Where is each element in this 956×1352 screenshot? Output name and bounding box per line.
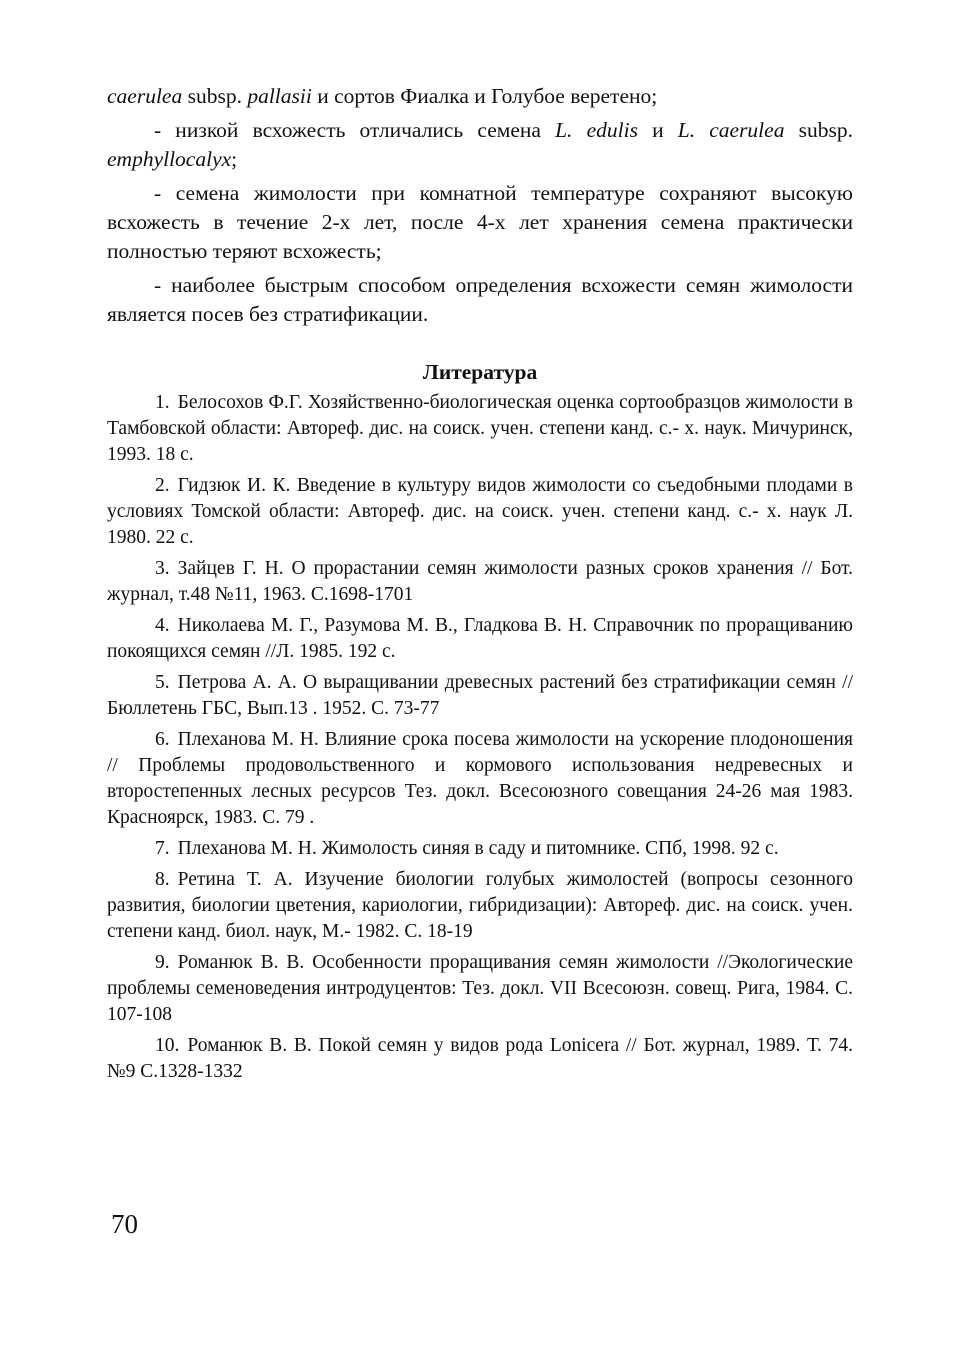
page-number: 70 (111, 1209, 138, 1239)
reference-number: 9. (155, 952, 170, 973)
reference-text: Николаева М. Г., Разумова М. В., Гладкова В. Н. Справочник по проращиванию покоящихся семян //Л. 1985. 192 с. (107, 615, 853, 662)
conclusions-section (107, 82, 853, 329)
reference-text: Романюк В. В. Покой семян у видов рода Lonicera // Бот. журнал, 1989. Т. 74. №9 С.1328-1332 (107, 1035, 853, 1082)
reference-text: Зайцев Г. Н. О прорастании семян жимолости разных сроков хранения // Бот. журнал, т.48 №11, 1963. С.1698-1701 (107, 558, 853, 605)
text-fragment: subsp. (182, 84, 248, 108)
reference-number: 7. (155, 838, 170, 859)
reference-text: Ретина Т. А. Изучение биологии голубых жимолостей (вопросы сезонного развития, биологии цветения, кариологии, гибридизации): Автореф. дис. на соиск. учен. степени канд. биол. наук, М.- 1982. С. 18-19 (107, 869, 853, 942)
page-content (107, 82, 853, 1090)
conclusion-paragraph-3: - семена жимолости при комнатной температуре сохраняют высокую всхожесть в течение 2-х лет, после 4-х лет хранения семена практически полностью теряют всхожесть; (107, 181, 853, 263)
reference-item (107, 670, 853, 722)
reference-item (107, 613, 853, 665)
reference-text: Романюк В. В. Особенности проращивания семян жимолости //Экологические проблемы семеноведения интродуцентов: Тез. докл. VII Всесоюзн. совещ. Рига, 1984. С. 107-108 (107, 952, 853, 1025)
reference-item (107, 556, 853, 608)
reference-text: Плеханова М. Н. Влияние срока посева жимолости на ускорение плодоношения // Проблемы продовольственного и кормового использования недревесных и второстепенных лесных ресурсов Тез. докл. Всесоюзного совещания 24-26 мая 1983. Красноярск, 1983. С. 79 . (107, 729, 853, 828)
reference-number: 10. (155, 1035, 180, 1056)
reference-item (107, 473, 853, 551)
reference-number: 2. (155, 475, 170, 496)
species-name: caerulea (107, 84, 183, 108)
reference-item (107, 836, 853, 862)
reference-number: 1. (155, 392, 170, 413)
reference-number: 3. (155, 558, 170, 579)
conclusion-paragraph-4: - наиболее быстрым способом определения всхожести семян жимолости является посев без стратификации. (107, 273, 853, 326)
reference-text: Плеханова М. Н. Жимолость синяя в саду и питомнике. СПб, 1998. 92 с. (177, 838, 779, 859)
subspecies-name: pallasii (247, 84, 312, 108)
references-section (107, 359, 853, 1085)
text-fragment: subsp. (784, 118, 853, 142)
reference-text: Петрова А. А. О выращивании древесных растений без стратификации семян // Бюллетень ГБС, Вып.13 . 1952. С. 73-77 (107, 672, 853, 719)
reference-item (107, 727, 853, 831)
reference-number: 5. (155, 672, 170, 693)
reference-item (107, 390, 853, 468)
text-fragment: и (637, 118, 678, 142)
text-fragment: и сортов Фиалка и Голубое веретено; (311, 84, 658, 108)
reference-item (107, 867, 853, 945)
species-name: L. edulis (555, 118, 638, 142)
conclusion-paragraph-2 (107, 116, 853, 174)
reference-item (107, 950, 853, 1028)
reference-number: 6. (155, 729, 170, 750)
reference-item (107, 1033, 853, 1085)
reference-number: 8. (155, 869, 170, 890)
species-name: L. caerulea (677, 118, 785, 142)
reference-text: Белосохов Ф.Г. Хозяйственно-биологическая оценка сортообразцов жимолости в Тамбовской области: Автореф. дис. на соиск. учен. степени канд. с.- х. наук. Мичуринск, 1993. 18 с. (107, 392, 853, 465)
reference-text: Гидзюк И. К. Введение в культуру видов жимолости со съедобными плодами в условиях Томской области: Автореф. дис. на соиск. учен. степени канд. с.- х. наук Л. 1980. 22 с. (107, 475, 853, 548)
references-list (107, 390, 853, 1085)
text-fragment: ; (231, 147, 238, 171)
subspecies-name: emphyllocalyx (107, 147, 232, 171)
text-fragment: - низкой всхожесть отличались семена (154, 118, 556, 142)
reference-number: 4. (155, 615, 170, 636)
references-title: Литература (422, 360, 538, 384)
conclusion-paragraph-1 (107, 82, 853, 111)
